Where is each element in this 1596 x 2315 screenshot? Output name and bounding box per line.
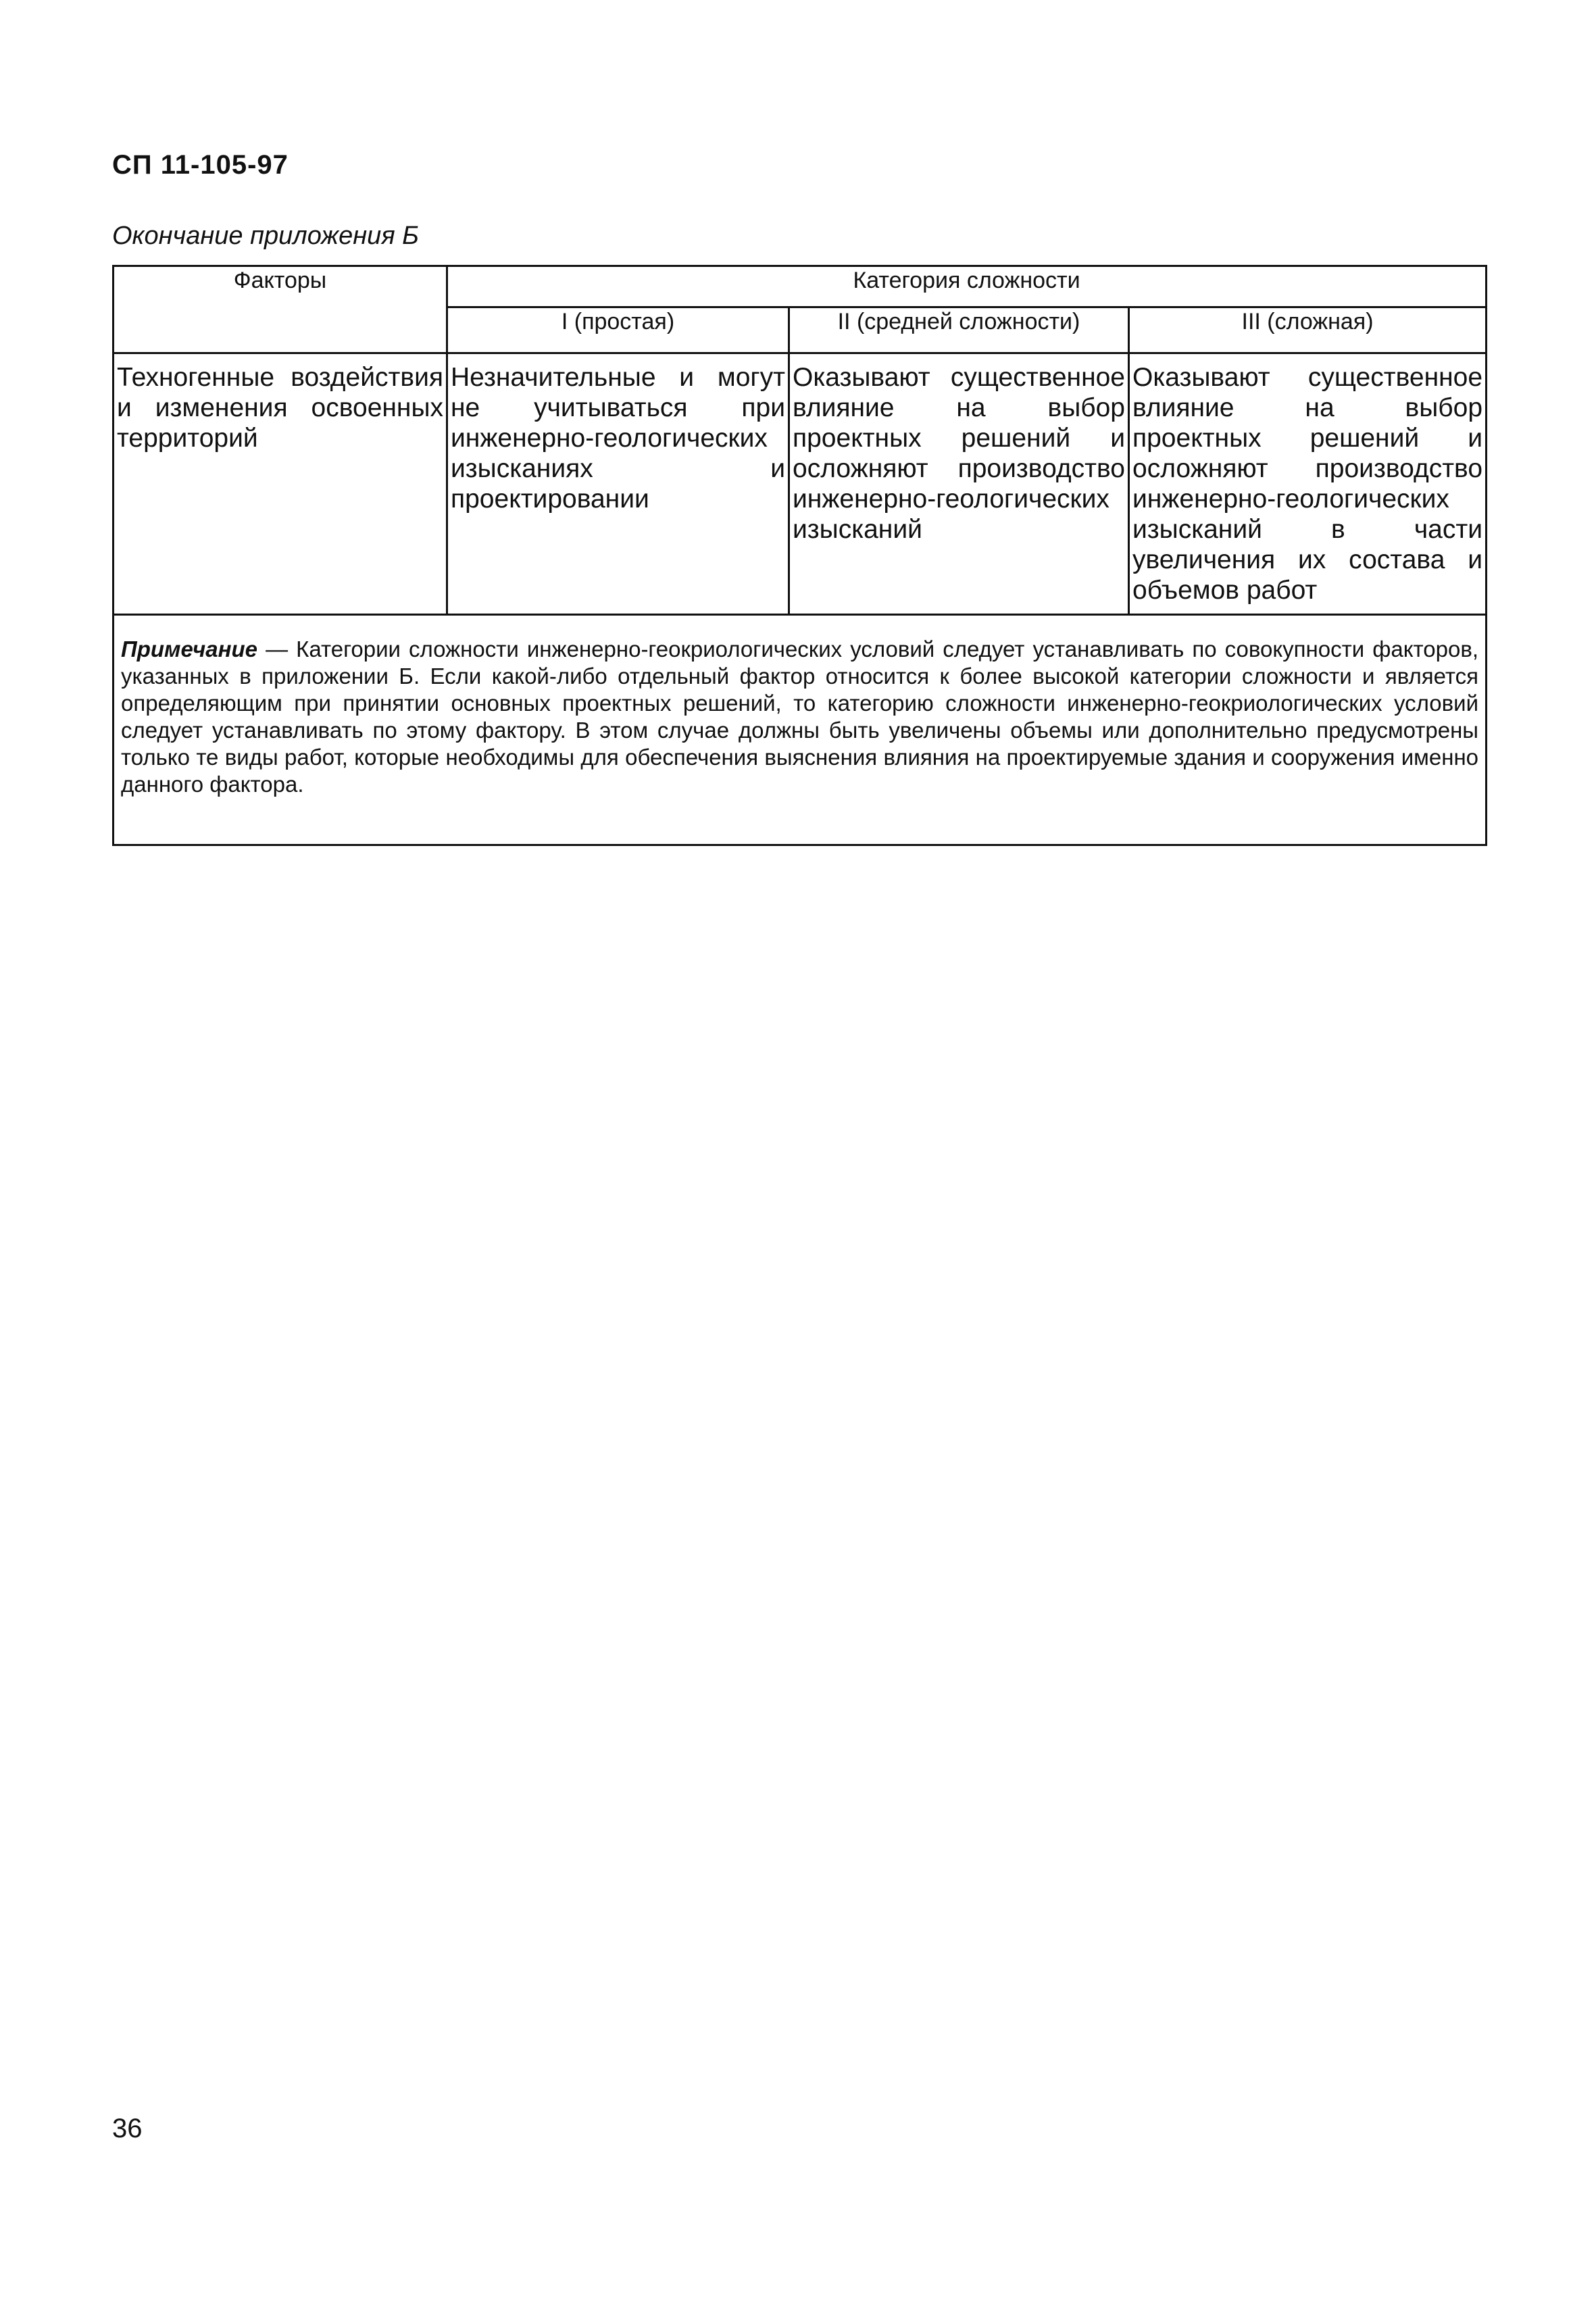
category-complex-cell: Оказывают существенное влияние на выбор проектных решений и осложняют производство инженерно-геологических изысканий в части увеличения их состава и объемов работ	[1129, 353, 1487, 615]
category-complex-header: III (сложная)	[1129, 307, 1487, 353]
page-number: 36	[112, 2114, 143, 2143]
factors-column-header: Факторы	[114, 266, 447, 353]
table-header-row	[114, 266, 1487, 307]
document-code: СП 11-105-97	[112, 150, 289, 180]
category-medium-header: II (средней сложности)	[789, 307, 1129, 353]
category-simple-cell: Незначительные и могут не учитываться при инженерно-геологических изысканиях и проектировании	[447, 353, 789, 615]
appendix-continuation-title: Окончание приложения Б	[112, 222, 419, 250]
note-cell	[114, 615, 1487, 845]
category-simple-header: I (простая)	[447, 307, 789, 353]
note-row	[114, 615, 1487, 845]
factor-cell: Техногенные воздействия и изменения освоенных территорий	[114, 353, 447, 615]
complexity-categories-table	[112, 265, 1487, 846]
category-medium-cell: Оказывают существенное влияние на выбор проектных решений и осложняют производство инженерно-геологических изысканий	[789, 353, 1129, 615]
category-column-header: Категория сложности	[447, 266, 1487, 307]
note-text: — Категории сложности инженерно-геокриологических условий следует устанавливать по совокупности факторов, указанных в приложении Б. Если какой-либо отдельный фактор относится к более высокой категории сложности и является определяющим при принятии основных проектных решений, то категорию сложности инженерно-геокриологических условий следует устанавливать по этому фактору. В этом случае должны быть увеличены объемы или дополнительно предусмотрены только те виды работ, которые необходимы для обеспечения выяснения влияния на проектируемые здания и сооружения именно данного фактора.	[121, 637, 1479, 797]
note-label: Примечание	[121, 637, 258, 662]
table-row	[114, 353, 1487, 615]
